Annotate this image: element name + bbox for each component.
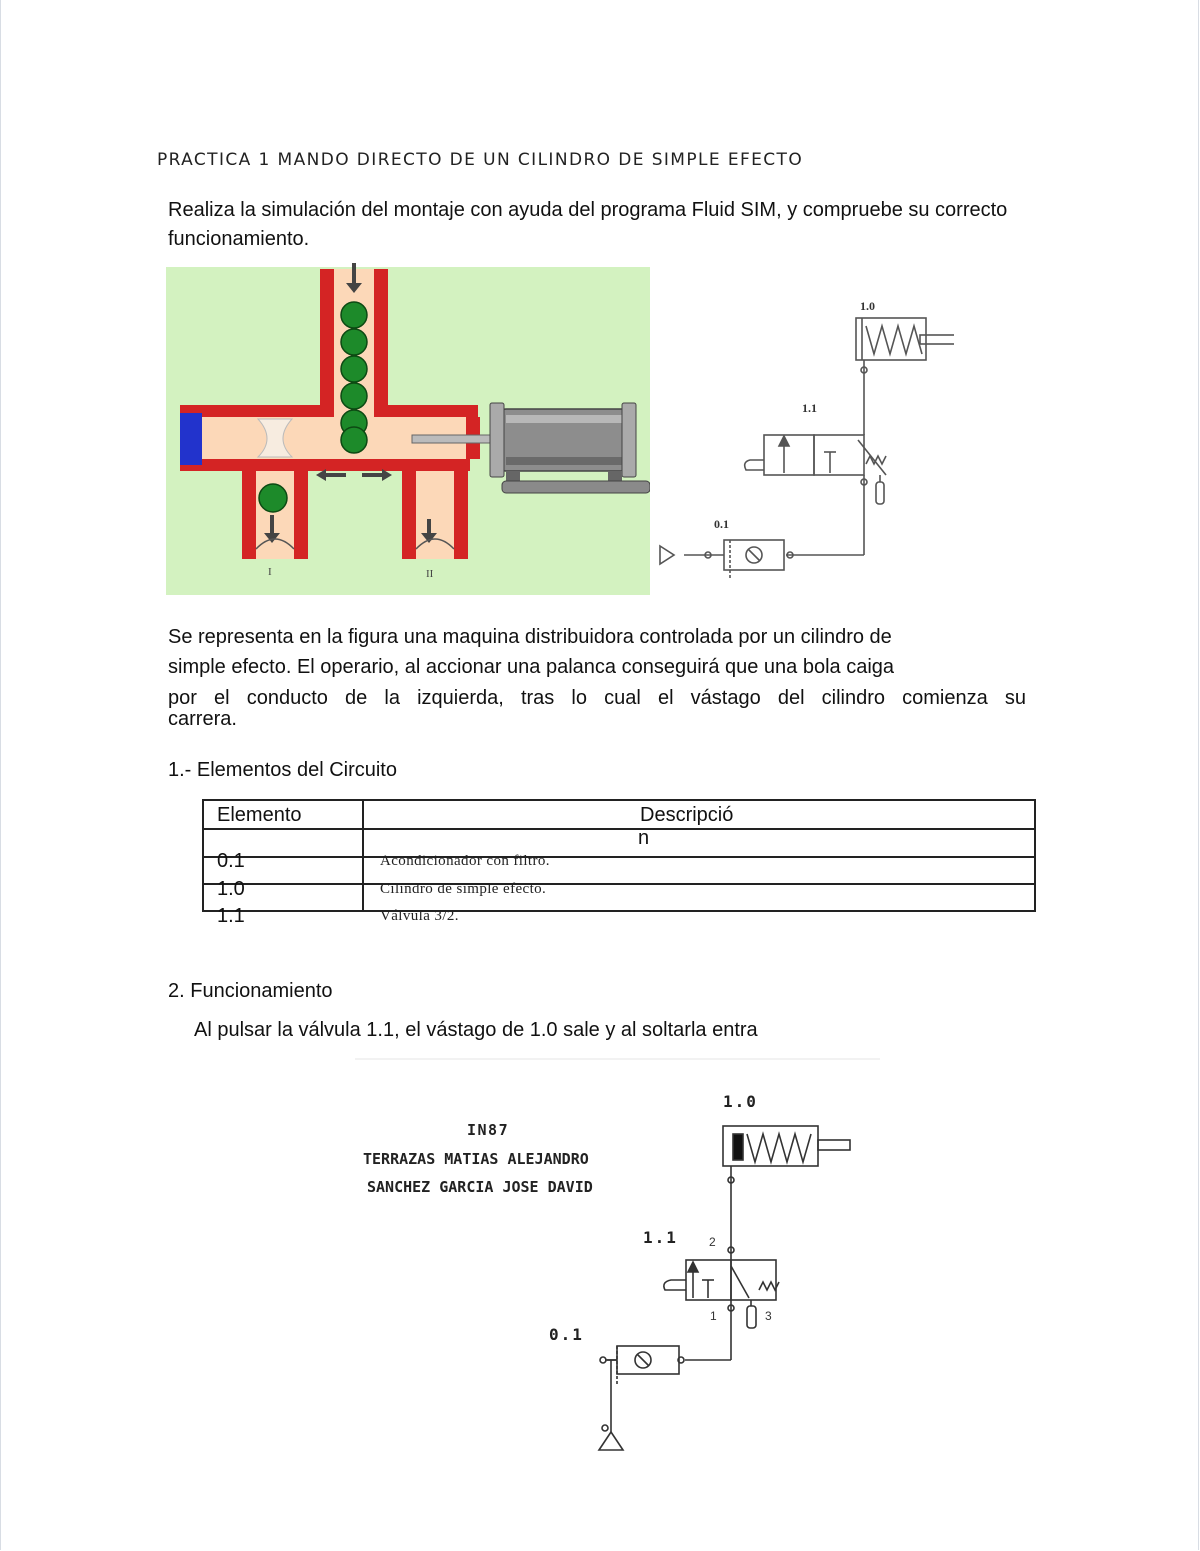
outlet-label-right: II	[426, 568, 434, 580]
schematic-label-valve: 1.1	[802, 401, 817, 415]
section-heading-function: 2. Funcionamiento	[168, 980, 333, 1002]
distributor-machine-figure	[166, 259, 650, 595]
port-label-2: 2	[709, 1235, 716, 1249]
table-header-description-wrap: n	[638, 827, 650, 849]
schematic2-label-filter: 0.1	[549, 1325, 584, 1344]
table-row-code: 1.1	[217, 905, 245, 927]
table-row-text: Cilindro de simple efecto.	[380, 881, 547, 897]
signature-line-1: IN87	[467, 1121, 510, 1139]
cylinder-body	[856, 318, 926, 360]
section-heading-elements: 1.- Elementos del Circuito	[168, 759, 397, 781]
outlet-right	[416, 471, 454, 559]
filter-box-2	[617, 1346, 679, 1374]
schematic2-label-valve: 1.1	[643, 1228, 678, 1247]
schematic-label-filter: 0.1	[714, 517, 729, 531]
blue-piston	[180, 413, 202, 465]
valve-left-box	[814, 435, 864, 475]
table-row-text: Válvula 3/2.	[380, 908, 459, 924]
description-line-3: por el conducto de la izquierda, tras lo cual el vástago del cilindro comienza su	[168, 687, 1026, 709]
pneumatic-schematic-2	[355, 1058, 880, 1463]
schematic2-label-cylinder: 1.0	[723, 1092, 758, 1111]
cylinder-spring	[866, 326, 922, 354]
intro-paragraph: Realiza la simulación del montaje con ayuda del programa Fluid SIM, y compruebe su correcto funcionamiento.	[168, 199, 1008, 250]
table-header-element: Elemento	[217, 804, 302, 826]
signature-line-3: SANCHEZ GARCIA JOSE DAVID	[367, 1178, 593, 1196]
port-label-3: 3	[765, 1309, 772, 1323]
table-row-code: 0.1	[217, 850, 245, 872]
port-label-1: 1	[710, 1309, 717, 1323]
pneumatic-schematic-1	[654, 290, 954, 590]
outlet-label-left: I	[268, 566, 272, 578]
cylinder-spring-2	[747, 1134, 811, 1162]
function-description: Al pulsar la válvula 1.1, el vástago de 1.0 sale y al soltarla entra	[194, 1019, 758, 1041]
table-row-text: Acondicionador con filtro.	[380, 853, 550, 869]
elements-table	[202, 799, 1036, 927]
valve2-right-box	[731, 1260, 776, 1300]
description-line-2: simple efecto. El operario, al accionar una palanca conseguirá que una bola caiga	[168, 656, 895, 678]
page-title: PRACTICA 1 MANDO DIRECTO DE UN CILINDRO DE SIMPLE EFECTO	[157, 150, 804, 170]
table-row-code: 1.0	[217, 878, 245, 900]
description-paragraph	[168, 622, 1026, 729]
table-header-description: Descripció	[640, 804, 734, 826]
description-line-1: Se representa en la figura una maquina distribuidora controlada por un cilindro de	[168, 626, 892, 648]
valve-right-box	[764, 435, 814, 475]
schematic-label-cylinder: 1.0	[860, 299, 875, 313]
description-line-4: carrera.	[168, 708, 237, 730]
signature-line-2: TERRAZAS MATIAS ALEJANDRO	[363, 1150, 589, 1168]
